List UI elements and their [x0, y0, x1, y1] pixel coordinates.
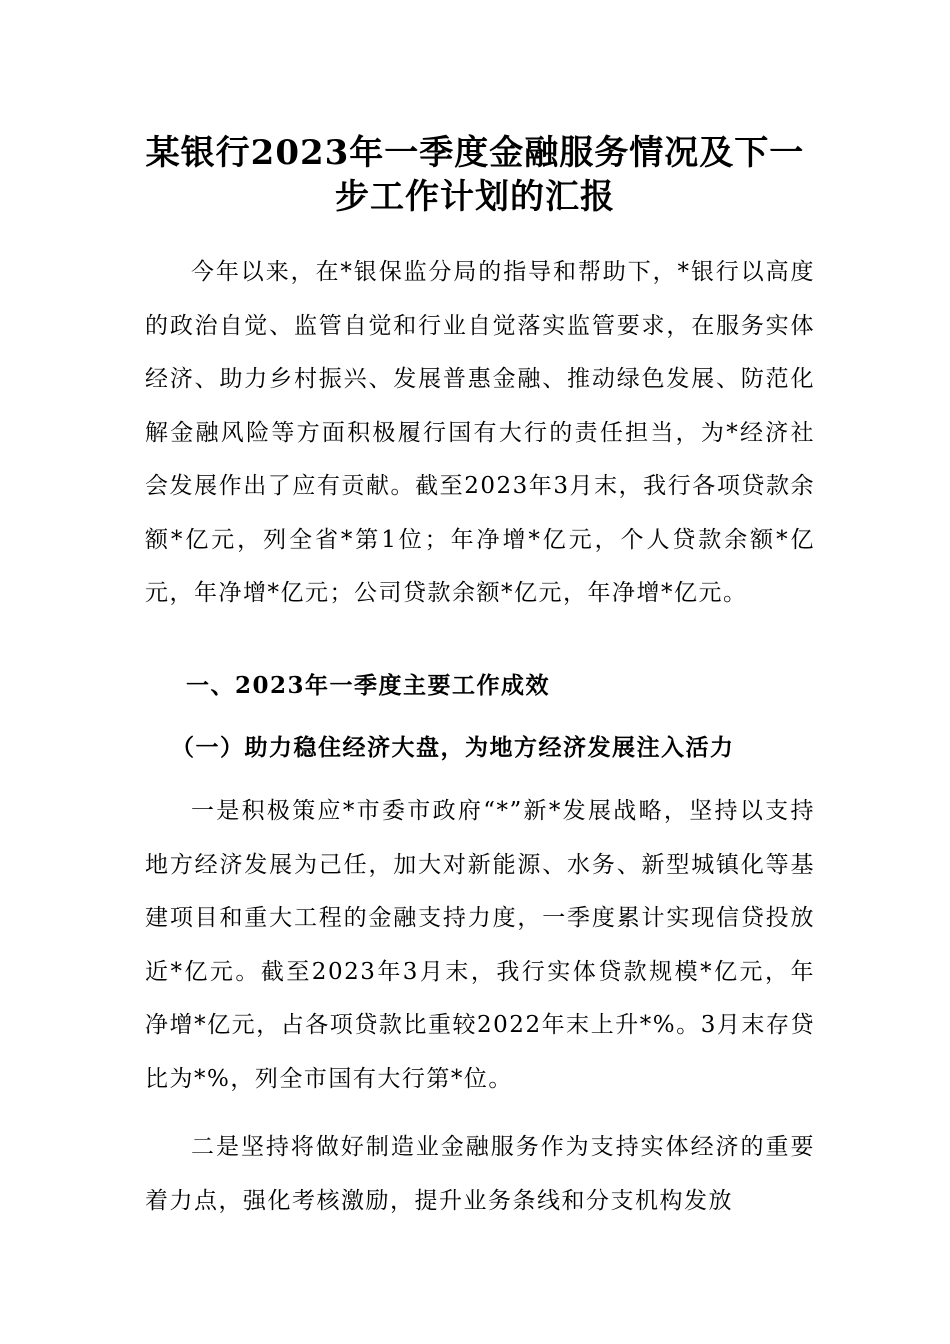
subsection-heading: （一）助力稳住经济大盘，为地方经济发展注入活力	[171, 734, 735, 761]
document-title-line-2: 步工作计划的汇报	[335, 177, 615, 217]
section-heading: 一、2023年一季度主要工作成效	[186, 672, 551, 699]
body-paragraph-two: 二是坚持将做好制造业金融服务作为支持实体经济的重要着力点，强化考核激励，提升业务条线和分支机构发放	[145, 1134, 815, 1214]
intro-paragraph: 今年以来，在*银保监分局的指导和帮助下，*银行以高度的政治自觉、监管自觉和行业自觉落实监管要求，在服务实体经济、助力乡村振兴、发展普惠金融、推动绿色发展、防范化解金融风险等方面积极履行国有大行的责任担当，为*经济社会发展作出了应有贡献。截至2023年3月末，我行各项贷款余额*亿元，列全省*第1位；年净增*亿元，个人贷款余额*亿元，年净增*亿元；公司贷款余额*亿元，年净增*亿元。	[145, 259, 815, 606]
document-title-line-1: 某银行2023年一季度金融服务情况及下一	[145, 133, 805, 173]
body-paragraph-one: 一是积极策应*市委市政府“*”新*发展战略，坚持以支持地方经济发展为己任，加大对新能源、水务、新型城镇化等基建项目和重大工程的金融支持力度，一季度累计实现信贷投放近*亿元。截至2023年3月末，我行实体贷款规模*亿元，年净增*亿元，占各项贷款比重较2022年末上升*%。3月末存贷比为*%，列全市国有大行第*位。	[145, 798, 815, 1092]
